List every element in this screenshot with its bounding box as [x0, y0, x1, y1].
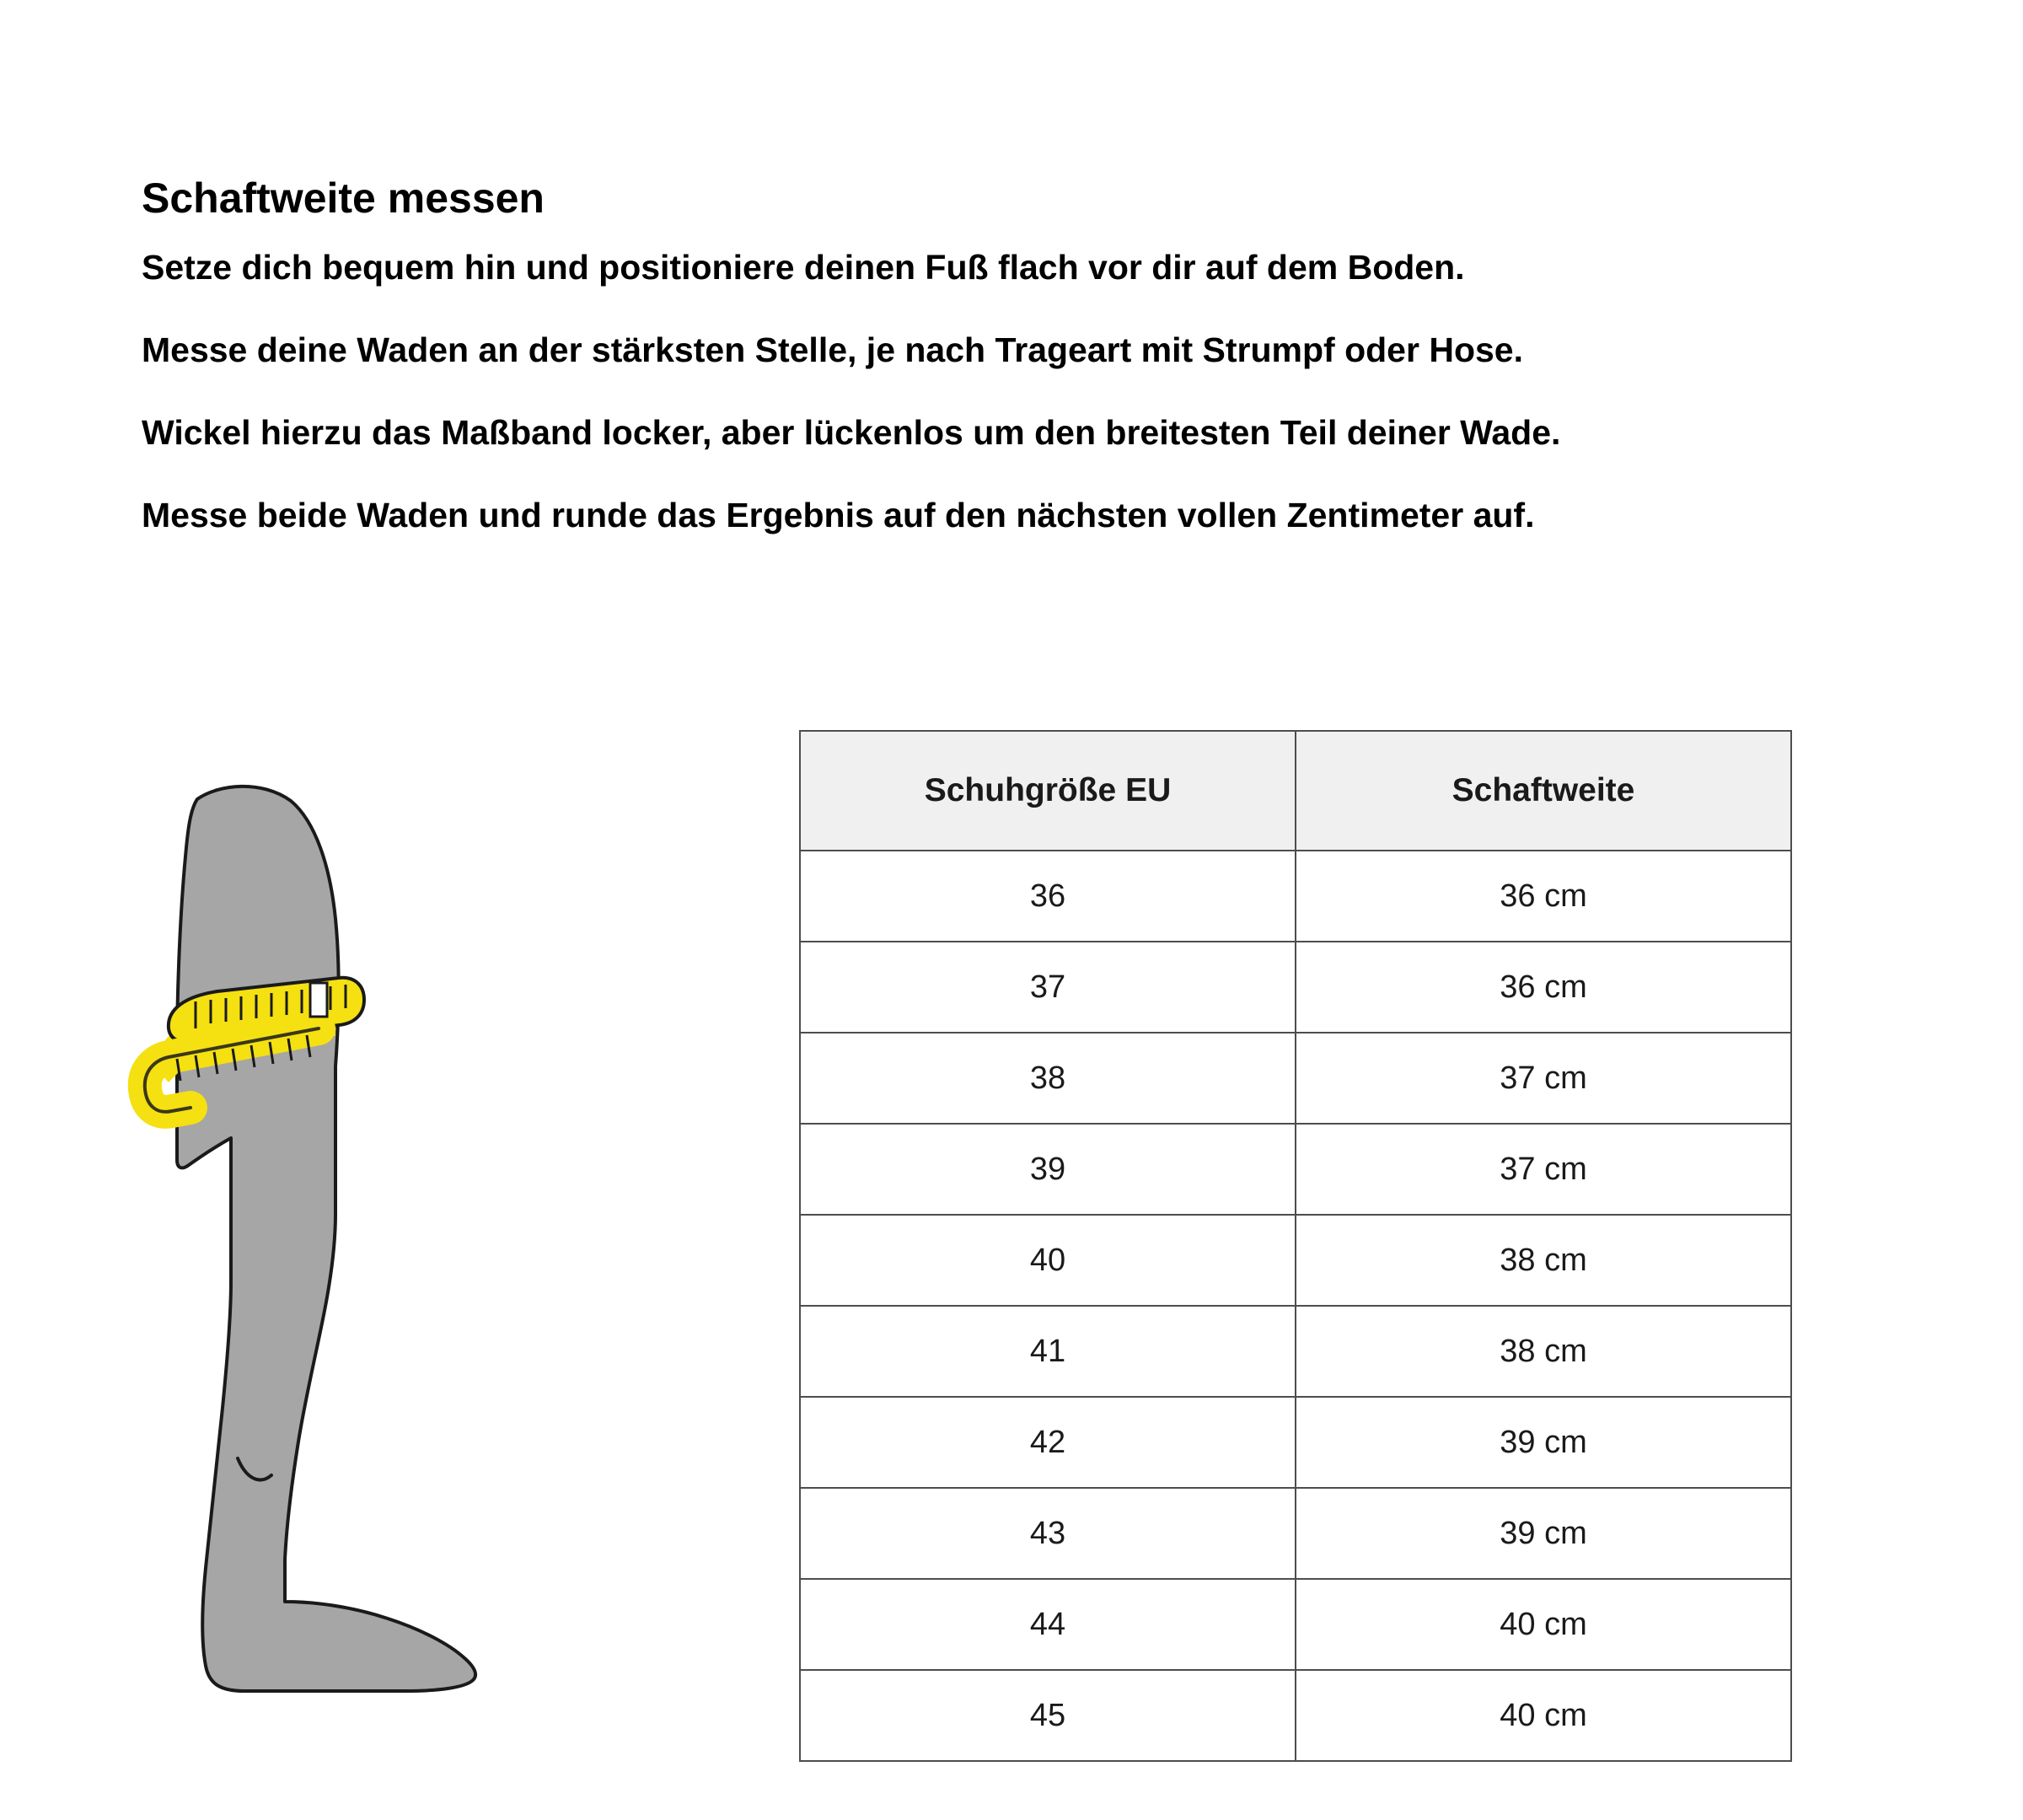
table-row: [800, 942, 1791, 1033]
instructions-list: [142, 248, 1895, 579]
table-row: [800, 1397, 1791, 1488]
cell-shaft-width: 36 cm: [1296, 851, 1791, 942]
table-row: [800, 1579, 1791, 1670]
instruction-line-4: Messe beide Waden und runde das Ergebnis auf den nächsten vollen Zentimeter auf.: [142, 496, 1535, 535]
instruction-line-3: Wickel hierzu das Maßband locker, aber lückenlos um den breitesten Teil deiner Wade.: [142, 413, 1561, 453]
cell-shoe-size: 43: [800, 1488, 1296, 1579]
column-header-shoe-size: Schuhgröße EU: [800, 731, 1296, 851]
table-row: [800, 1124, 1791, 1215]
instruction-line-2: Messe deine Waden an der stärksten Stelle, je nach Trageart mit Strumpf oder Hose.: [142, 330, 1523, 370]
column-header-shaft-width: Schaftweite: [1296, 731, 1791, 851]
table-row: [800, 1670, 1791, 1761]
cell-shaft-width: 36 cm: [1296, 942, 1791, 1033]
shaft-width-table: [799, 730, 1792, 1762]
table-row: [800, 1488, 1791, 1579]
cell-shaft-width: 38 cm: [1296, 1215, 1791, 1306]
cell-shoe-size: 45: [800, 1670, 1296, 1761]
cell-shoe-size: 37: [800, 942, 1296, 1033]
cell-shaft-width: 37 cm: [1296, 1033, 1791, 1124]
cell-shoe-size: 36: [800, 851, 1296, 942]
cell-shaft-width: 40 cm: [1296, 1670, 1791, 1761]
cell-shoe-size: 38: [800, 1033, 1296, 1124]
instruction-line-1: Setze dich bequem hin und positioniere deinen Fuß flach vor dir auf dem Boden.: [142, 248, 1465, 287]
cell-shaft-width: 39 cm: [1296, 1397, 1791, 1488]
cell-shoe-size: 41: [800, 1306, 1296, 1397]
cell-shaft-width: 40 cm: [1296, 1579, 1791, 1670]
table-row: [800, 851, 1791, 942]
cell-shoe-size: 44: [800, 1579, 1296, 1670]
page-title: Schaftweite messen: [142, 174, 545, 222]
leg-measurement-illustration: [118, 776, 657, 1720]
cell-shoe-size: 39: [800, 1124, 1296, 1215]
table-header-row: [800, 731, 1791, 851]
cell-shoe-size: 40: [800, 1215, 1296, 1306]
table-row: [800, 1033, 1791, 1124]
cell-shaft-width: 37 cm: [1296, 1124, 1791, 1215]
table-row: [800, 1215, 1791, 1306]
leg-shape: [177, 787, 475, 1691]
cell-shaft-width: 38 cm: [1296, 1306, 1791, 1397]
cell-shoe-size: 42: [800, 1397, 1296, 1488]
table-row: [800, 1306, 1791, 1397]
cell-shaft-width: 39 cm: [1296, 1488, 1791, 1579]
